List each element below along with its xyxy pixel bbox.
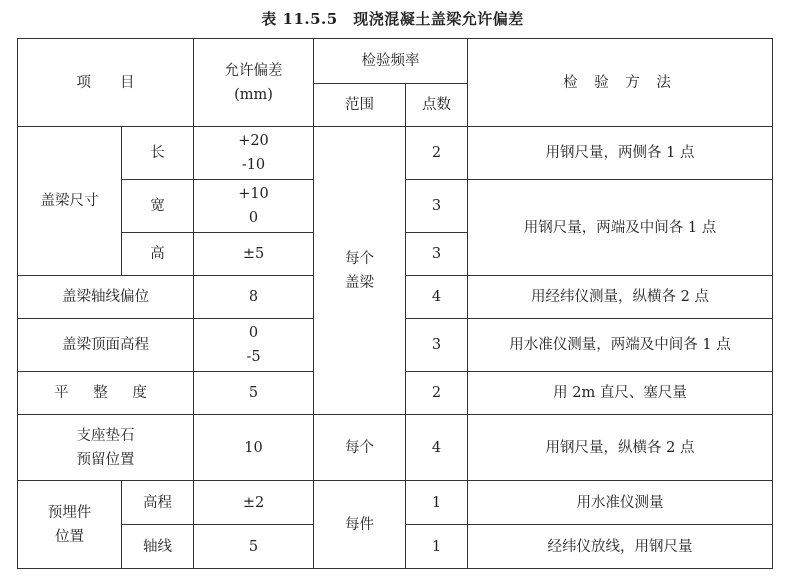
range-cell: 每个 bbox=[314, 415, 406, 481]
header-tolerance bbox=[194, 39, 314, 127]
header-tolerance-line1: 允许偏差 bbox=[224, 62, 283, 79]
header-range: 范围 bbox=[314, 84, 406, 127]
row-label bbox=[18, 415, 194, 481]
range-each-beam bbox=[314, 127, 406, 415]
method-cell: 用 2m 直尺、塞尺量 bbox=[468, 372, 773, 415]
tolerance-upper: +20 bbox=[238, 133, 269, 149]
tolerance-cell bbox=[194, 319, 314, 372]
header-item: 项 目 bbox=[18, 39, 194, 127]
points-cell: 2 bbox=[406, 127, 468, 180]
header-frequency: 检验频率 bbox=[314, 39, 468, 84]
points-cell: 4 bbox=[406, 415, 468, 481]
tolerance-cell bbox=[194, 127, 314, 180]
row-label: 高 bbox=[122, 233, 194, 276]
points-cell: 2 bbox=[406, 372, 468, 415]
header-points: 点数 bbox=[406, 84, 468, 127]
method-cell: 用水准仪测量，两端及中间各 1 点 bbox=[468, 319, 773, 372]
size-group-label: 盖梁尺寸 bbox=[18, 127, 122, 276]
table-row bbox=[18, 415, 773, 481]
points-cell: 1 bbox=[406, 525, 468, 569]
method-cell: 经纬仪放线，用钢尺量 bbox=[468, 525, 773, 569]
method-cell: 用水准仪测量 bbox=[468, 481, 773, 525]
tolerance-lower: -5 bbox=[246, 349, 261, 365]
range-each-beam-line2: 盖梁 bbox=[345, 274, 374, 291]
points-cell: 3 bbox=[406, 319, 468, 372]
table-row bbox=[18, 127, 773, 180]
bearing-label-line2: 预留位置 bbox=[76, 451, 135, 468]
row-label: 盖梁顶面高程 bbox=[18, 319, 194, 372]
table-row bbox=[18, 481, 773, 525]
points-cell: 4 bbox=[406, 276, 468, 319]
method-cell: 用钢尺量，两侧各 1 点 bbox=[468, 127, 773, 180]
tolerance-cell: 5 bbox=[194, 372, 314, 415]
method-cell: 用钢尺量，两端及中间各 1 点 bbox=[468, 180, 773, 276]
row-label: 宽 bbox=[122, 180, 194, 233]
row-label: 盖梁轴线偏位 bbox=[18, 276, 194, 319]
row-label: 长 bbox=[122, 127, 194, 180]
row-label: 平 整 度 bbox=[18, 372, 194, 415]
points-cell: 3 bbox=[406, 233, 468, 276]
points-cell: 1 bbox=[406, 481, 468, 525]
row-label: 轴线 bbox=[122, 525, 194, 569]
table-title: 表 11.5.5 现浇混凝土盖梁允许偏差 bbox=[261, 10, 524, 28]
header-row bbox=[18, 39, 773, 84]
range-cell: 每件 bbox=[314, 481, 406, 569]
tolerance-cell: 8 bbox=[194, 276, 314, 319]
tolerance-cell: ±2 bbox=[194, 481, 314, 525]
embedded-group-line2: 位置 bbox=[55, 528, 84, 545]
range-each-beam-line1: 每个 bbox=[345, 250, 374, 267]
embedded-group-line1: 预埋件 bbox=[47, 504, 92, 521]
tolerance-cell: 5 bbox=[194, 525, 314, 569]
tolerance-cell: 10 bbox=[194, 415, 314, 481]
method-cell: 用钢尺量，纵横各 2 点 bbox=[468, 415, 773, 481]
tolerance-lower: -10 bbox=[241, 157, 266, 173]
tolerance-cell bbox=[194, 180, 314, 233]
bearing-label-line1: 支座垫石 bbox=[76, 427, 135, 444]
tolerance-upper: 0 bbox=[248, 325, 259, 341]
tolerance-upper: +10 bbox=[238, 186, 269, 202]
tolerance-lower: 0 bbox=[248, 210, 259, 226]
row-label: 高程 bbox=[122, 481, 194, 525]
method-cell: 用经纬仪测量，纵横各 2 点 bbox=[468, 276, 773, 319]
header-tolerance-line2: (mm) bbox=[234, 86, 273, 103]
tolerance-cell: ±5 bbox=[194, 233, 314, 276]
embedded-group-label bbox=[18, 481, 122, 569]
points-cell: 3 bbox=[406, 180, 468, 233]
header-method: 检 验 方 法 bbox=[468, 39, 773, 127]
tolerance-table bbox=[17, 38, 773, 569]
